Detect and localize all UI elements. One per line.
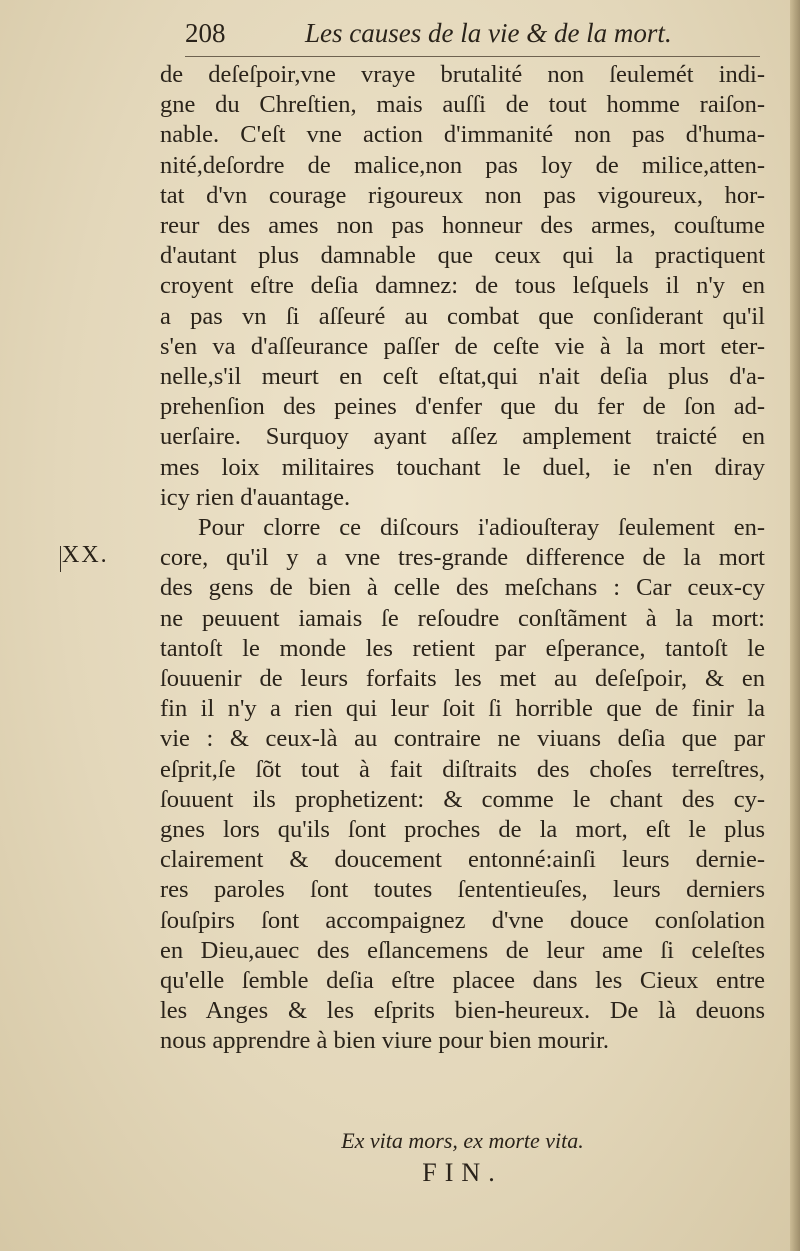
paragraph1-line: nelle,s'il meurt en ceſt eſtat,qui n'ait deſia plus d'a- [160,363,765,390]
paragraph1-line: s'en va d'aſſeurance paſſer de ceſte vie à la mort eter- [160,332,765,360]
paragraph1-line: a pas vn ſi aſſeuré au combat que conſiderant qu'il [160,302,765,330]
margin-bracket [60,546,61,572]
paragraph2-line: des gens de bien à celle des meſchans : Car ceux-cy [160,574,765,602]
paragraph1-line: de deſeſpoir,vne vraye brutalité non ſeulemét indi- [160,61,765,88]
paragraph2-line: eſprit,ſe ſõt tout à fait diſtraits des choſes terreſtres, [160,755,765,783]
paragraph1-line: uerſaire. Surquoy ayant aſſez amplement traicté en [160,423,765,451]
paragraph2-line: Pour clorre ce diſcours i'adiouſteray ſeulement en- [198,514,765,541]
paragraph2-line: vie : & ceux-là au contraire ne viuans deſia que par [160,725,765,753]
margin-section-number: XX. [62,542,109,568]
paragraph2-line: qu'elle ſemble deſia eſtre placee dans les Cieux entre [160,967,765,994]
paragraph2-line: nous apprendre à bien viure pour bien mourir. [160,1027,610,1055]
paragraph2-line: ne peuuent iamais ſe reſoudre conſtãment à la mort: [160,604,765,632]
paragraph2-line: en Dieu,auec des eſlancemens de leur ame ſi celeſtes [160,936,765,964]
paragraph1-line: nable. C'eſt vne action d'immanité non pas d'huma- [160,121,765,149]
paragraph1-line: prehenſion des peines d'enfer que du fer de ſon ad- [160,393,765,421]
paragraph1-line: gne du Chreſtien, mais auſſi de tout homme raiſon- [160,91,765,119]
paragraph2-line: tantoſt le monde les retient par eſperance, tantoſt le [160,634,765,662]
paragraph1-line: tat d'vn courage rigoureux non pas vigoureux, hor- [160,181,765,209]
paragraph2-line: ſouſpirs ſont accompaignez d'vne douce conſolation [160,906,765,934]
closing-motto: Ex vita mors, ex morte vita. [341,1128,584,1153]
paragraph2-line: les Anges & les eſprits bien-heureux. De là deuons [160,997,765,1025]
paragraph2-line: clairement & doucement entonné:ainſi leurs dernie- [160,846,765,874]
page-header [185,18,775,54]
paragraph1-line: croyent eſtre deſia damnez: de tous leſquels il n'y en [160,272,765,300]
paragraph2-line: gnes lors qu'ils ſont proches de la mort, eſt le plus [160,816,765,843]
page-number: 208 [185,18,226,48]
paragraph1-line: nité,deſordre de malice,non pas loy de milice,atten- [160,151,765,179]
paragraph2-line: res paroles ſont toutes ſententieuſes, leurs derniers [160,876,765,904]
running-title: Les causes de la vie & de la mort. [305,18,672,48]
paragraph2-line: ſouuenir de leurs forfaits les met au deſeſpoir, & en [160,665,765,692]
paragraph2-line: core, qu'il y a vne tres-grande difference de la mort [160,544,765,572]
paragraph1-line: d'autant plus damnable que ceux qui la practiquent [160,242,765,270]
header-rule [185,56,760,57]
fin-mark: FIN. [422,1158,503,1187]
paragraph2-line: fin il n'y a rien qui leur ſoit ſi horrible que de finir la [160,695,765,723]
paragraph1-line: mes loix militaires touchant le duel, ie n'en diray [160,453,765,481]
paragraph1-line: icy rien d'auantage. [160,483,351,511]
paragraph1-line: reur des ames non pas honneur des armes, couſtume [160,212,765,239]
page-edge [790,0,800,1251]
paragraph2-line: ſouuent ils prophetizent: & comme le chant des cy- [160,785,765,813]
